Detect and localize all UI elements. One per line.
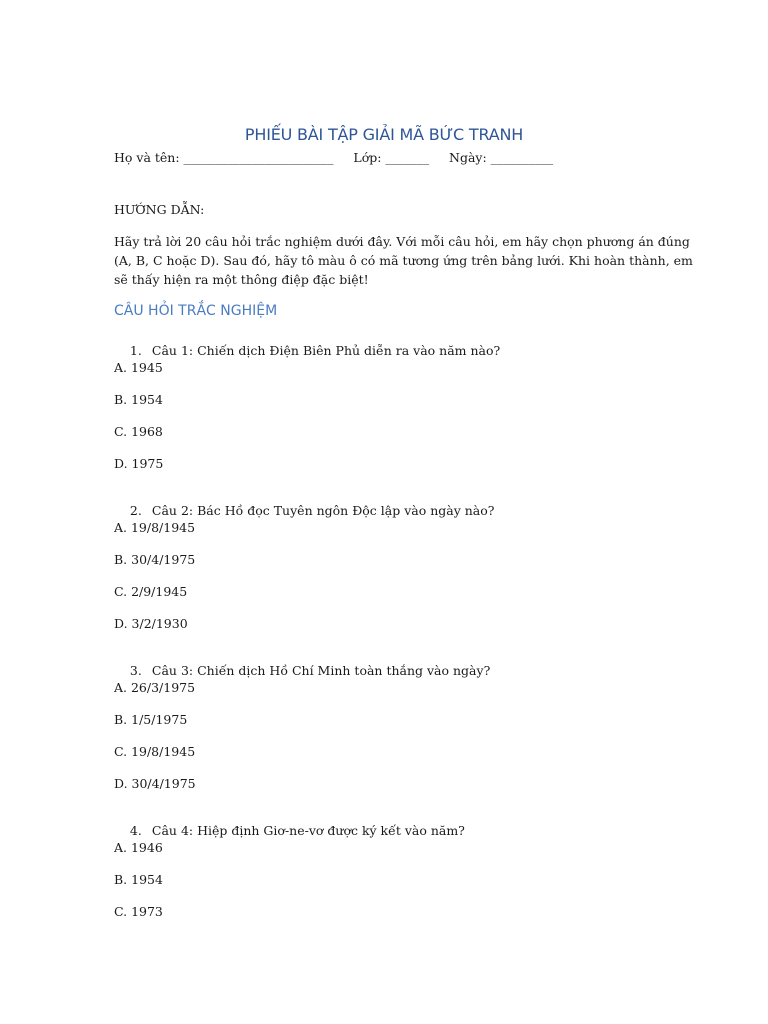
page-title: PHIẾU BÀI TẬP GIẢI MÃ BỨC TRANH (244, 125, 524, 144)
option-1c: C. 1968 (114, 424, 163, 439)
option-1d: D. 1975 (114, 456, 164, 471)
question-text: Câu 1: Chiến dịch Điện Biên Phủ diễn ra vào năm nào? (151, 343, 501, 358)
option-4b: B. 1954 (114, 872, 163, 887)
option-1a: A. 1945 (114, 360, 163, 375)
instructions-line-2: (A, B, C hoặc D). Sau đó, hãy tô màu ô có mã tương ứng trên bảng lưới. Khi hoàn thành, em (114, 253, 693, 268)
option-4c: C. 1973 (114, 904, 163, 919)
option-2c: C. 2/9/1945 (114, 584, 188, 599)
option-2b: B. 30/4/1975 (114, 552, 196, 567)
option-3d: D. 30/4/1975 (114, 776, 196, 791)
instructions-line-1: Hãy trả lời 20 câu hỏi trắc nghiệm dưới đây. Với mỗi câu hỏi, em hãy chọn phương án đúng (114, 234, 690, 249)
question-number: 2. (129, 503, 142, 518)
option-2d: D. 3/2/1930 (114, 616, 188, 631)
option-3c: C. 19/8/1945 (114, 744, 196, 759)
instructions-heading: HƯỚNG DẪN: (114, 202, 205, 217)
option-4a: A. 1946 (114, 840, 163, 855)
question-text: Câu 2: Bác Hồ đọc Tuyên ngôn Độc lập vào ngày nào? (151, 503, 495, 518)
instructions-line-3: sẽ thấy hiện ra một thông điệp đặc biệt! (114, 272, 369, 287)
section-heading: CÂU HỎI TRẮC NGHIỆM (114, 303, 278, 319)
question-1 (114, 328, 500, 373)
question-number: 4. (129, 823, 142, 838)
question-text: Câu 4: Hiệp định Giơ-ne-vơ được ký kết vào năm? (151, 823, 465, 838)
option-3a: A. 26/3/1975 (114, 680, 196, 695)
option-3b: B. 1/5/1975 (114, 712, 188, 727)
option-1b: B. 1954 (114, 392, 163, 407)
question-text: Câu 3: Chiến dịch Hồ Chí Minh toàn thắng vào ngày? (151, 663, 491, 678)
question-number: 1. (129, 343, 142, 358)
student-info-line: Họ và tên: ________________________ Lớp: _______ Ngày: __________ (114, 150, 554, 165)
question-4 (114, 808, 465, 853)
option-2a: A. 19/8/1945 (114, 520, 196, 535)
question-number: 3. (129, 663, 142, 678)
